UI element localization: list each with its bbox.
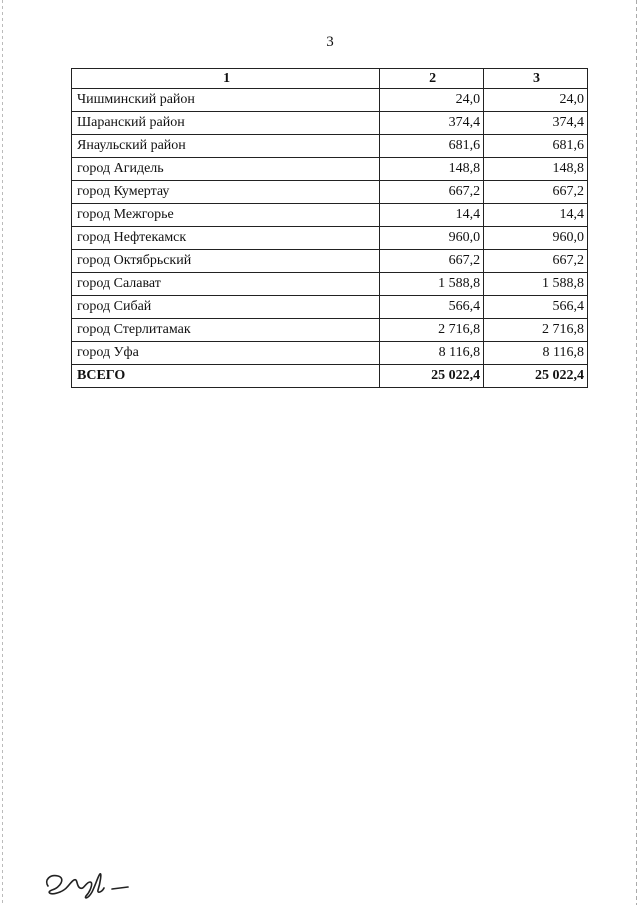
table-row (72, 227, 588, 250)
row-value-col2: 374,4 (380, 112, 484, 135)
table-row (72, 204, 588, 227)
scan-edge-right (636, 0, 637, 905)
table-row (72, 181, 588, 204)
row-name: город Сибай (72, 296, 380, 319)
row-value-col3: 667,2 (484, 181, 588, 204)
row-value-col3: 8 116,8 (484, 342, 588, 365)
row-name: город Агидель (72, 158, 380, 181)
table-row (72, 342, 588, 365)
row-name: город Межгорье (72, 204, 380, 227)
row-name: город Октябрьский (72, 250, 380, 273)
row-value-col2: 148,8 (380, 158, 484, 181)
row-name: город Уфа (72, 342, 380, 365)
table-total-row (72, 365, 588, 388)
row-value-col3: 566,4 (484, 296, 588, 319)
table-row (72, 158, 588, 181)
total-label: ВСЕГО (72, 365, 380, 388)
column-header-2: 2 (380, 69, 484, 89)
table-header-row (72, 69, 588, 89)
row-name: Шаранский район (72, 112, 380, 135)
row-value-col2: 681,6 (380, 135, 484, 158)
column-header-3: 3 (484, 69, 588, 89)
total-value-col2: 25 022,4 (380, 365, 484, 388)
row-value-col2: 8 116,8 (380, 342, 484, 365)
row-value-col2: 24,0 (380, 89, 484, 112)
row-name: город Салават (72, 273, 380, 296)
row-value-col3: 2 716,8 (484, 319, 588, 342)
row-name: Янаульский район (72, 135, 380, 158)
table-row (72, 250, 588, 273)
page-number: 3 (326, 34, 334, 50)
row-value-col3: 24,0 (484, 89, 588, 112)
table-row (72, 135, 588, 158)
row-value-col3: 1 588,8 (484, 273, 588, 296)
row-value-col3: 374,4 (484, 112, 588, 135)
table-row (72, 273, 588, 296)
row-value-col2: 960,0 (380, 227, 484, 250)
column-header-1: 1 (72, 69, 380, 89)
row-value-col2: 667,2 (380, 181, 484, 204)
row-value-col3: 148,8 (484, 158, 588, 181)
row-name: город Нефтекамск (72, 227, 380, 250)
row-value-col3: 667,2 (484, 250, 588, 273)
row-value-col2: 667,2 (380, 250, 484, 273)
row-value-col3: 681,6 (484, 135, 588, 158)
table-row (72, 89, 588, 112)
row-value-col2: 14,4 (380, 204, 484, 227)
row-value-col3: 14,4 (484, 204, 588, 227)
total-value-col3: 25 022,4 (484, 365, 588, 388)
table-row (72, 296, 588, 319)
handwritten-signature (40, 862, 140, 902)
row-value-col2: 2 716,8 (380, 319, 484, 342)
row-value-col2: 1 588,8 (380, 273, 484, 296)
row-name: город Кумертау (72, 181, 380, 204)
table-row (72, 319, 588, 342)
row-value-col3: 960,0 (484, 227, 588, 250)
table-row (72, 112, 588, 135)
row-name: Чишминский район (72, 89, 380, 112)
row-name: город Стерлитамак (72, 319, 380, 342)
row-value-col2: 566,4 (380, 296, 484, 319)
allocation-table (71, 68, 588, 388)
scan-edge-left (2, 0, 3, 905)
